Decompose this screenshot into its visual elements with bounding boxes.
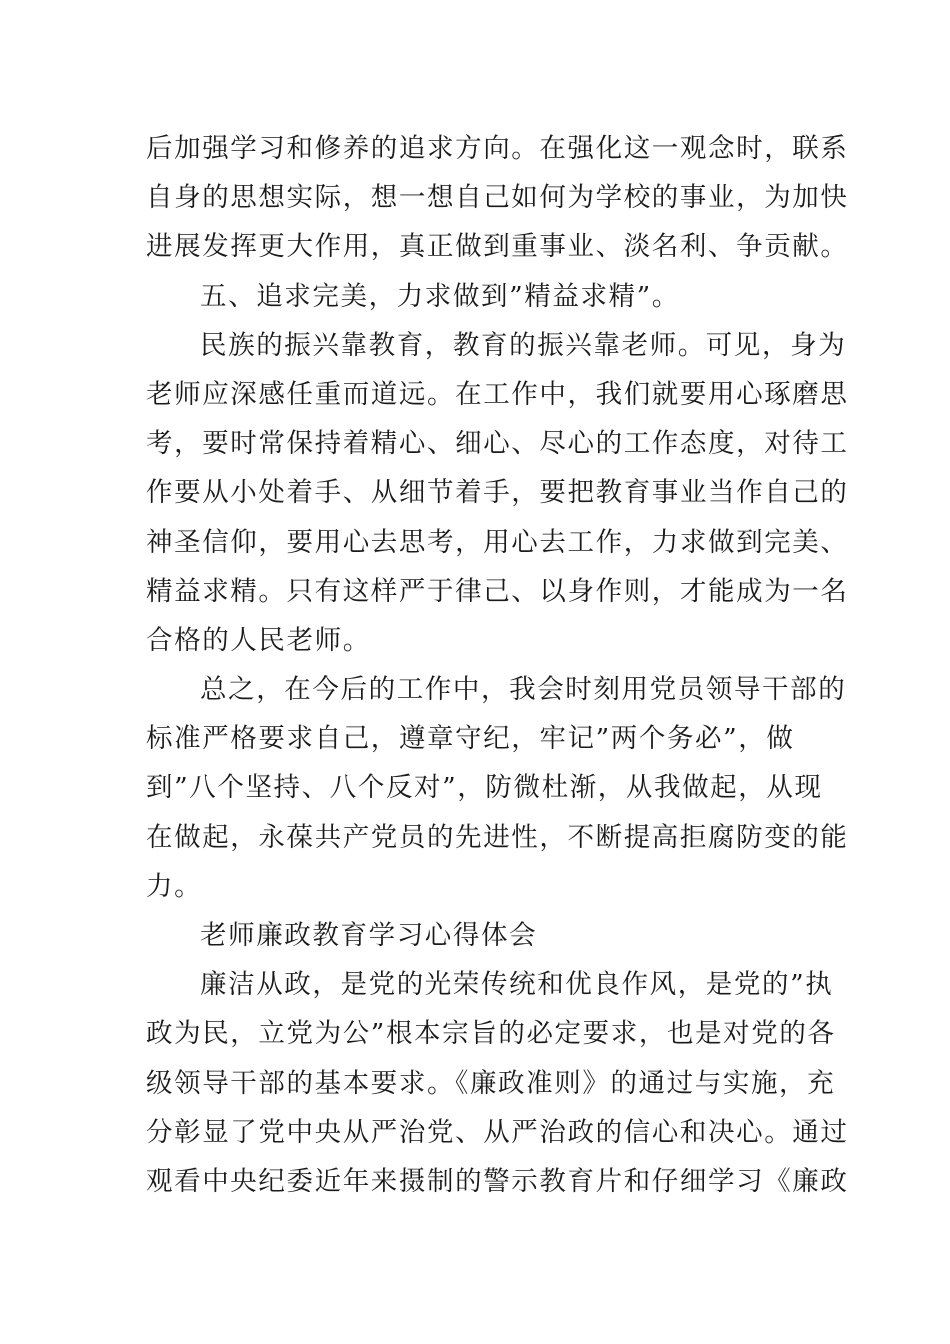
text-line: 老师应深感任重而道远。在工作中，我们就要用心琢磨思 <box>146 378 849 410</box>
text-line: 后加强学习和修养的追求方向。在强化这一观念时，联系 <box>146 133 849 164</box>
text-line: 分彰显了党中央从严治党、从严治政的信心和决心。通过 <box>146 1116 849 1148</box>
text-line: 级领导干部的基本要求。《廉政准则》的通过与实施，充 <box>146 1067 836 1099</box>
text-line: 合格的人民老师。 <box>146 624 371 656</box>
text-line: 考，要时常保持着精心、细心、尽心的工作态度，对待工 <box>146 428 849 460</box>
text-line: 总之，在今后的工作中，我会时刻用党员领导干部的 <box>200 674 847 706</box>
document-body <box>146 124 849 1206</box>
article-title: 老师廉政教育学习心得体会 <box>200 920 538 951</box>
text-line: 作要从小处着手、从细节着手，要把教育事业当作自己的 <box>146 477 849 509</box>
text-line: 精益求精。只有这样严于律己、以身作则，才能成为一名 <box>146 575 849 607</box>
text-line: 标准严格要求自己，遵章守纪，牢记”两个务必”，做 <box>146 723 795 755</box>
text-line: 在做起，永葆共产党员的先进性，不断提高拒腐防变的能 <box>146 821 849 853</box>
text-line: 神圣信仰，要用心去思考，用心去工作，力求做到完美、 <box>146 526 849 558</box>
text-line: 政为民，立党为公”根本宗旨的必定要求，也是对党的各 <box>146 1018 836 1050</box>
section-heading: 五、追求完美，力求做到”精益求精”。 <box>200 280 680 312</box>
text-line: 廉洁从政，是党的光荣传统和优良作风，是党的”执 <box>200 969 834 1001</box>
text-line: 到”八个坚持、八个反对”，防微杜渐，从我做起，从现 <box>146 772 823 804</box>
text-line: 进展发挥更大作用，真正做到重事业、淡名利、争贡献。 <box>146 231 849 263</box>
text-line: 观看中央纪委近年来摄制的警示教育片和仔细学习《廉政 <box>146 1165 849 1197</box>
text-line: 力。 <box>146 870 203 902</box>
text-line: 民族的振兴靠教育，教育的振兴靠老师。可见，身为 <box>200 329 847 361</box>
text-line: 自身的思想实际，想一想自己如何为学校的事业，为加快 <box>146 182 849 214</box>
